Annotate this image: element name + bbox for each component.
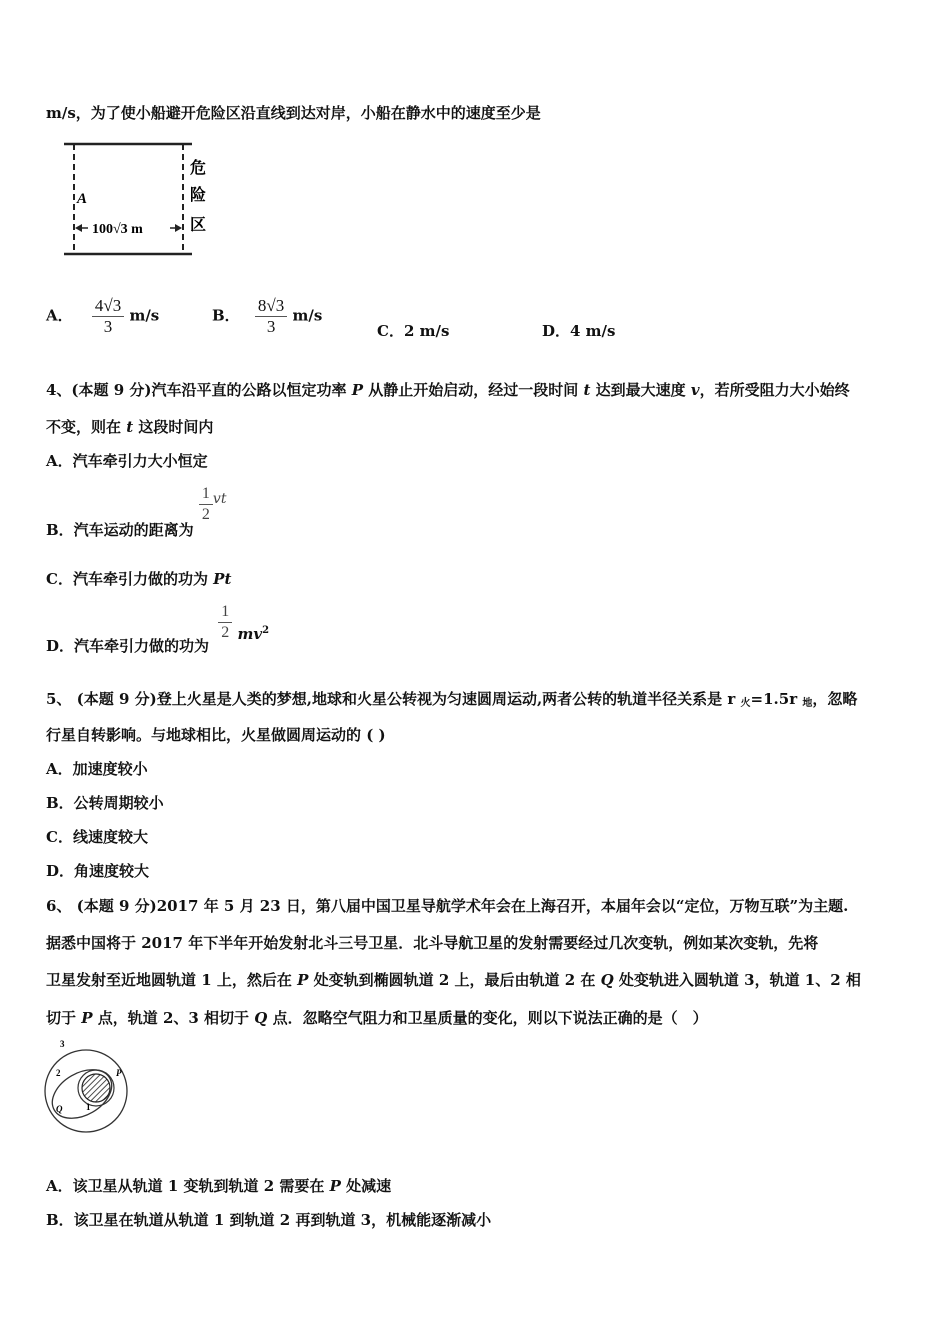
danger-zone-char-3: 区 [190, 217, 207, 234]
point-a-label: A [77, 191, 88, 207]
orbit-2-label: 2 [56, 1068, 61, 1078]
option-a-fraction: $\frac{4√3}{3}$ [92, 296, 124, 337]
q6-option-a: A．该卫星从轨道 1 变轨到轨道 2 需要在 P 处减速 [46, 1177, 392, 1195]
q4-line1: 4、(本题 9 分)汽车沿平直的公路以恒定功率 P 从静止开始启动，经过一段时间 t 达到最大速度 v，若所受阻力大小始终 [46, 381, 850, 399]
q3-option-d: D．4 m/s [542, 322, 616, 340]
q3-option-b: B． $\frac{8√3}{3}$ m/s [212, 296, 323, 336]
q4-option-c: C．汽车牵引力做的功为 Pt [46, 570, 232, 588]
q5-option-c: C．线速度较大 [46, 828, 148, 846]
q3-river-diagram [60, 138, 220, 260]
q3-option-a: A． $\frac{4√3}{3}$ m/s [46, 296, 160, 336]
danger-zone-char-1: 危 [190, 160, 207, 177]
earth [82, 1074, 110, 1102]
option-d-half-fraction: $\frac{1}{2}$ [218, 602, 232, 643]
orbit-1-label: 1 [86, 1102, 91, 1112]
q5-line1: 5、 (本题 9 分)登上火星是人类的梦想,地球和火星公转视为匀速圆周运动,两者公转的轨道半径关系是 r $_火$=1.5r $_地$，忽略 [46, 690, 858, 709]
q3-option-c: C．2 m/s [377, 322, 450, 340]
q6-line4: 切于 P 点，轨道 2、3 相切于 Q 点．忽略空气阻力和卫星质量的变化，则以下说法正确的是（ ） [46, 1009, 708, 1027]
q4-option-d: D．汽车牵引力做的功为 $\frac{1}{2}$ $mv_2$ [46, 603, 270, 655]
q4-option-b: B．汽车运动的距离为 $\frac{1}{2}$ vt [46, 485, 227, 539]
q5-option-d: D．角速度较大 [46, 862, 150, 880]
q4-option-a: A．汽车牵引力大小恒定 [46, 452, 208, 470]
orbit-3-label: 3 [60, 1039, 65, 1049]
point-q-label: Q [56, 1104, 63, 1114]
q5-option-a: A．加速度较小 [46, 760, 148, 778]
q6-line3: 卫星发射至近地圆轨道 1 上，然后在 P 处变轨到椭圆轨道 2 上，最后由轨道 2 在 Q 处变轨进入圆轨道 3，轨道 1、2 相 [46, 971, 861, 989]
q6-orbit-diagram [42, 1036, 134, 1142]
q5-option-b: B．公转周期较小 [46, 794, 164, 812]
distance-label: 100√3 m [92, 222, 143, 237]
q6-line2: 据悉中国将于 2017 年下半年开始发射北斗三号卫星．北斗导航卫星的发射需要经过几次变轨，例如某次变轨，先将 [46, 934, 819, 952]
arrow-left-head [75, 224, 82, 232]
danger-zone-char-2: 险 [190, 187, 207, 204]
option-b-fraction: $\frac{8√3}{3}$ [255, 296, 287, 337]
q3-line1: m/s，为了使小船避开危险区沿直线到达对岸，小船在静水中的速度至少是 [46, 104, 541, 122]
q6-line1: 6、 (本题 9 分)2017 年 5 月 23 日，第八届中国卫星导航学术年会在上海召开，本届年会以“定位，万物互联”为主题. [46, 897, 849, 915]
point-p-label: P [116, 1068, 122, 1078]
arrow-right-head [175, 224, 182, 232]
q4-line2: 不变，则在 t 这段时间内 [46, 418, 214, 436]
q6-option-b: B．该卫星在轨道从轨道 1 到轨道 2 再到轨道 3，机械能逐渐减小 [46, 1211, 492, 1229]
option-b-half-fraction: $\frac{1}{2}$ [199, 484, 213, 525]
q5-line2: 行星自转影响。与地球相比，火星做圆周运动的 ( ) [46, 726, 386, 744]
